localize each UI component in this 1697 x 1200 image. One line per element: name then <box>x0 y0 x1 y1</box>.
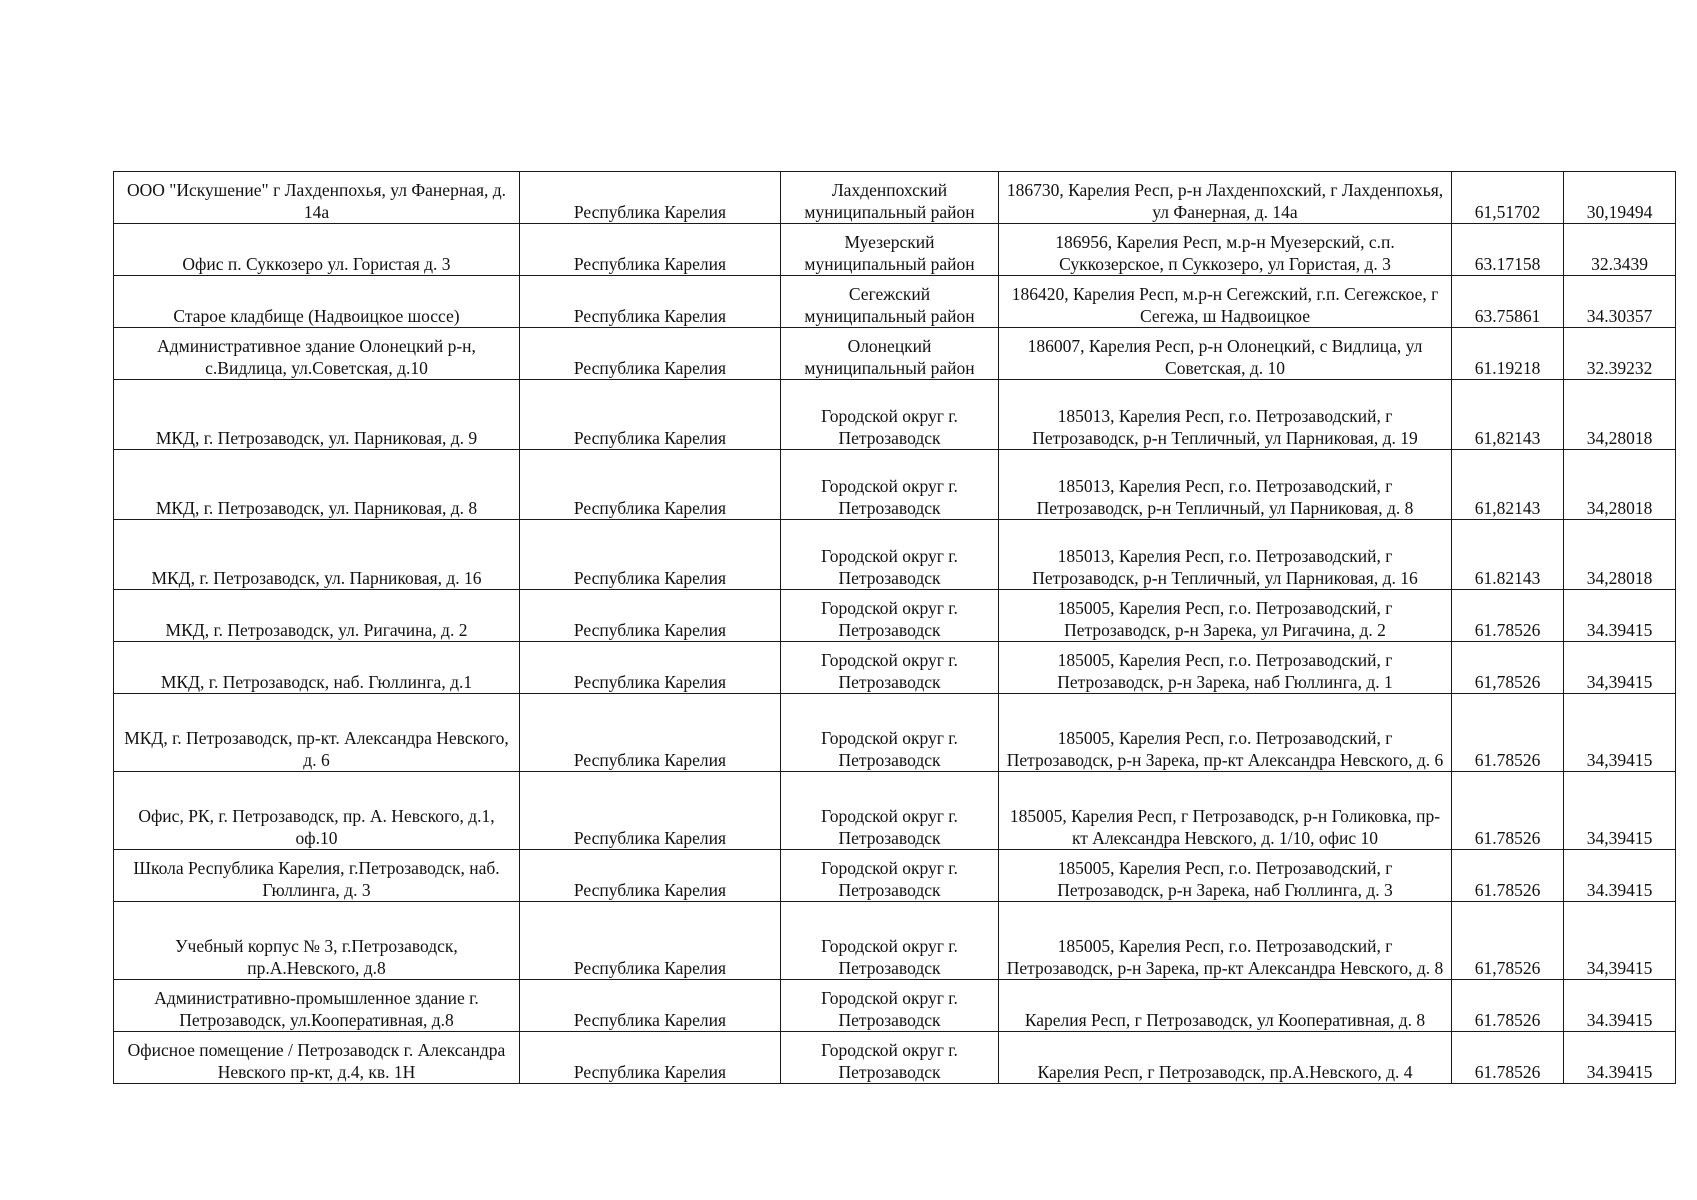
object-name-cell: Офис п. Суккозеро ул. Гористая д. 3 <box>114 224 520 276</box>
latitude-cell: 61.78526 <box>1452 980 1564 1032</box>
region-cell: Республика Карелия <box>520 328 781 380</box>
region-cell: Республика Карелия <box>520 1032 781 1084</box>
object-name-cell: МКД, г. Петрозаводск, пр-кт. Александра Невского, д. 6 <box>114 694 520 772</box>
district-cell: Городской округ г. Петрозаводск <box>781 980 999 1032</box>
address-cell: 185013, Карелия Респ, г.о. Петрозаводский, г Петрозаводск, р-н Тепличный, ул Парниковая, д. 19 <box>999 380 1452 450</box>
latitude-cell: 61.78526 <box>1452 850 1564 902</box>
address-cell: 185005, Карелия Респ, г.о. Петрозаводский, г Петрозаводск, р-н Зарека, пр-кт Александра Невского, д. 8 <box>999 902 1452 980</box>
region-cell: Республика Карелия <box>520 380 781 450</box>
longitude-cell: 34,28018 <box>1564 520 1676 590</box>
district-cell: Городской округ г. Петрозаводск <box>781 520 999 590</box>
region-cell: Республика Карелия <box>520 642 781 694</box>
region-cell: Республика Карелия <box>520 224 781 276</box>
district-cell: Городской округ г. Петрозаводск <box>781 902 999 980</box>
district-cell: Городской округ г. Петрозаводск <box>781 590 999 642</box>
district-cell: Лахденпохский муниципальный район <box>781 172 999 224</box>
district-cell: Городской округ г. Петрозаводск <box>781 850 999 902</box>
object-name-cell: Административное здание Олонецкий р-н, с.Видлица, ул.Советская, д.10 <box>114 328 520 380</box>
table-body <box>114 172 1676 1084</box>
region-cell: Республика Карелия <box>520 694 781 772</box>
latitude-cell: 61.78526 <box>1452 1032 1564 1084</box>
table-row <box>114 224 1676 276</box>
region-cell: Республика Карелия <box>520 276 781 328</box>
address-cell: 186420, Карелия Респ, м.р-н Сегежский, г.п. Сегежское, г Сегежа, ш Надвоицкое <box>999 276 1452 328</box>
latitude-cell: 61,78526 <box>1452 642 1564 694</box>
latitude-cell: 61.78526 <box>1452 772 1564 850</box>
address-cell: 186007, Карелия Респ, р-н Олонецкий, с Видлица, ул Советская, д. 10 <box>999 328 1452 380</box>
address-cell: 185013, Карелия Респ, г.о. Петрозаводский, г Петрозаводск, р-н Тепличный, ул Парниковая, д. 16 <box>999 520 1452 590</box>
region-cell: Республика Карелия <box>520 772 781 850</box>
longitude-cell: 34,28018 <box>1564 450 1676 520</box>
address-cell: 185005, Карелия Респ, г.о. Петрозаводский, г Петрозаводск, р-н Зарека, наб Гюллинга, д. 1 <box>999 642 1452 694</box>
longitude-cell: 32.3439 <box>1564 224 1676 276</box>
latitude-cell: 61.78526 <box>1452 694 1564 772</box>
address-cell: 185005, Карелия Респ, г.о. Петрозаводский, г Петрозаводск, р-н Зарека, пр-кт Александра Невского, д. 6 <box>999 694 1452 772</box>
object-name-cell: Административно-промышленное здание г. Петрозаводск, ул.Кооперативная, д.8 <box>114 980 520 1032</box>
address-cell: 185005, Карелия Респ, г.о. Петрозаводский, г Петрозаводск, р-н Зарека, ул Ригачина, д. 2 <box>999 590 1452 642</box>
address-cell: Карелия Респ, г Петрозаводск, пр.А.Невского, д. 4 <box>999 1032 1452 1084</box>
object-name-cell: ООО "Искушение" г Лахденпохья, ул Фанерная, д. 14а <box>114 172 520 224</box>
region-cell: Республика Карелия <box>520 850 781 902</box>
table-row <box>114 380 1676 450</box>
table-row <box>114 642 1676 694</box>
longitude-cell: 34,39415 <box>1564 694 1676 772</box>
latitude-cell: 61,51702 <box>1452 172 1564 224</box>
object-name-cell: МКД, г. Петрозаводск, наб. Гюллинга, д.1 <box>114 642 520 694</box>
table-row <box>114 694 1676 772</box>
address-cell: 186730, Карелия Респ, р-н Лахденпохский, г Лахденпохья, ул Фанерная, д. 14а <box>999 172 1452 224</box>
address-cell: 185005, Карелия Респ, г.о. Петрозаводский, г Петрозаводск, р-н Зарека, наб Гюллинга, д. 3 <box>999 850 1452 902</box>
longitude-cell: 34.30357 <box>1564 276 1676 328</box>
latitude-cell: 61,78526 <box>1452 902 1564 980</box>
object-name-cell: Школа Республика Карелия, г.Петрозаводск, наб. Гюллинга, д. 3 <box>114 850 520 902</box>
latitude-cell: 61.19218 <box>1452 328 1564 380</box>
longitude-cell: 34,39415 <box>1564 642 1676 694</box>
object-name-cell: Учебный корпус № 3, г.Петрозаводск, пр.А.Невского, д.8 <box>114 902 520 980</box>
table-row <box>114 590 1676 642</box>
longitude-cell: 34,39415 <box>1564 902 1676 980</box>
object-name-cell: МКД, г. Петрозаводск, ул. Парниковая, д. 9 <box>114 380 520 450</box>
table-row <box>114 980 1676 1032</box>
district-cell: Городской округ г. Петрозаводск <box>781 1032 999 1084</box>
district-cell: Олонецкий муниципальный район <box>781 328 999 380</box>
table-row <box>114 276 1676 328</box>
longitude-cell: 34.39415 <box>1564 590 1676 642</box>
object-name-cell: Офис, РК, г. Петрозаводск, пр. А. Невского, д.1, оф.10 <box>114 772 520 850</box>
address-cell: 185013, Карелия Респ, г.о. Петрозаводский, г Петрозаводск, р-н Тепличный, ул Парниковая, д. 8 <box>999 450 1452 520</box>
region-cell: Республика Карелия <box>520 980 781 1032</box>
object-name-cell: Офисное помещение / Петрозаводск г. Александра Невского пр-кт, д.4, кв. 1Н <box>114 1032 520 1084</box>
address-cell: 185005, Карелия Респ, г Петрозаводск, р-н Голиковка, пр-кт Александра Невского, д. 1/10, офис 10 <box>999 772 1452 850</box>
object-name-cell: МКД, г. Петрозаводск, ул. Парниковая, д. 16 <box>114 520 520 590</box>
table-row <box>114 450 1676 520</box>
district-cell: Сегежский муниципальный район <box>781 276 999 328</box>
district-cell: Муезерский муниципальный район <box>781 224 999 276</box>
longitude-cell: 32.39232 <box>1564 328 1676 380</box>
object-name-cell: МКД, г. Петрозаводск, ул. Парниковая, д. 8 <box>114 450 520 520</box>
district-cell: Городской округ г. Петрозаводск <box>781 772 999 850</box>
latitude-cell: 63.75861 <box>1452 276 1564 328</box>
district-cell: Городской округ г. Петрозаводск <box>781 642 999 694</box>
longitude-cell: 30,19494 <box>1564 172 1676 224</box>
district-cell: Городской округ г. Петрозаводск <box>781 380 999 450</box>
table-row <box>114 1032 1676 1084</box>
address-cell: 186956, Карелия Респ, м.р-н Муезерский, с.п. Суккозерское, п Суккозеро, ул Гористая, д. 3 <box>999 224 1452 276</box>
longitude-cell: 34.39415 <box>1564 980 1676 1032</box>
address-cell: Карелия Респ, г Петрозаводск, ул Кооперативная, д. 8 <box>999 980 1452 1032</box>
object-name-cell: МКД, г. Петрозаводск, ул. Ригачина, д. 2 <box>114 590 520 642</box>
region-cell: Республика Карелия <box>520 172 781 224</box>
latitude-cell: 61.78526 <box>1452 590 1564 642</box>
latitude-cell: 61,82143 <box>1452 450 1564 520</box>
table-row <box>114 172 1676 224</box>
region-cell: Республика Карелия <box>520 902 781 980</box>
latitude-cell: 63.17158 <box>1452 224 1564 276</box>
latitude-cell: 61.82143 <box>1452 520 1564 590</box>
latitude-cell: 61,82143 <box>1452 380 1564 450</box>
region-cell: Республика Карелия <box>520 520 781 590</box>
table-row <box>114 772 1676 850</box>
locations-table <box>113 171 1676 1084</box>
table-row <box>114 520 1676 590</box>
district-cell: Городской округ г. Петрозаводск <box>781 450 999 520</box>
region-cell: Республика Карелия <box>520 590 781 642</box>
longitude-cell: 34,28018 <box>1564 380 1676 450</box>
longitude-cell: 34.39415 <box>1564 1032 1676 1084</box>
object-name-cell: Старое кладбище (Надвоицкое шоссе) <box>114 276 520 328</box>
district-cell: Городской округ г. Петрозаводск <box>781 694 999 772</box>
table-row <box>114 902 1676 980</box>
region-cell: Республика Карелия <box>520 450 781 520</box>
longitude-cell: 34,39415 <box>1564 772 1676 850</box>
table-row <box>114 328 1676 380</box>
longitude-cell: 34.39415 <box>1564 850 1676 902</box>
table-row <box>114 850 1676 902</box>
